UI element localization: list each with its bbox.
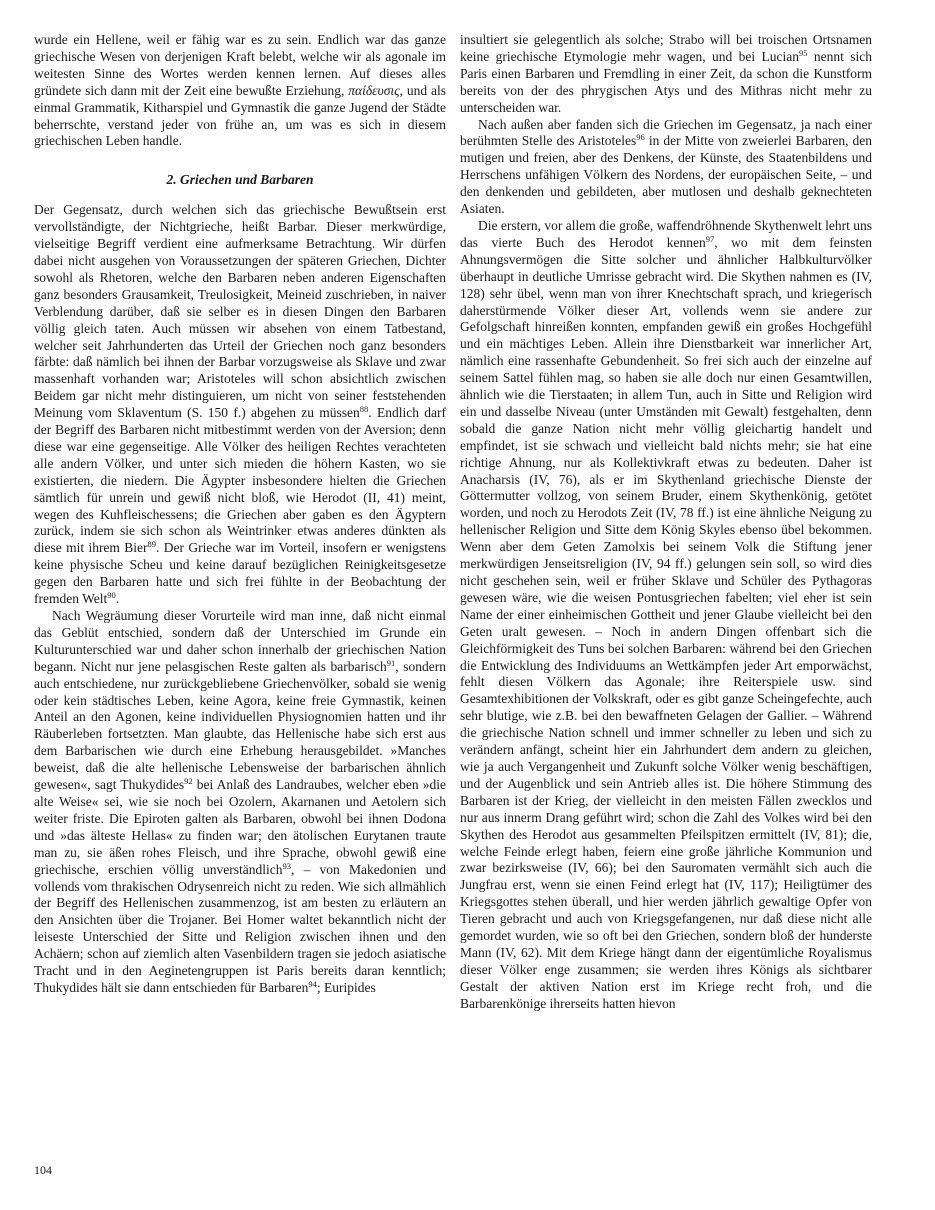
text-run: ; Euripides: [316, 979, 376, 995]
footnote-ref: 95: [798, 47, 808, 58]
text-run: , und als einmal Grammatik, Kitharspiel und Gymnastik die ganze Jugend der Städte beherrschte, verstand jeder von frühe an, um was es sich in diesem griechischen Leben handle.: [34, 82, 446, 149]
footnote-ref: 93: [282, 860, 291, 871]
text-run: Die erstern, vor allem die große, waffendröhnende Skythenwelt lehrt uns das vierte Buch des Herodot kennen: [460, 217, 872, 250]
text-run: , – von Makedonien und vollends vom thrakischen Odrysenreich nicht zu reden. Wie sich allmählich der Begriff des Hellenischen zusammenzog, ist am besten zu erläutern an den Ansichten über die Trojaner. Bei Homer waltet bekanntlich nicht der leiseste Unterschied der Sitte und Religion zwischen ihnen und den Achäern; schon auf ziemlich alten Vasenbildern tragen sie jedoch asiatische Tracht und in den Aeginetengruppen ist Paris bereits daran kenntlich; Thukydides hält sie dann entschieden für Barbaren: [34, 861, 446, 995]
text-run: Nach außen aber fanden sich die Griechen im Gegensatz, ja nach einer berühmten Stelle des Aristoteles: [460, 116, 872, 149]
paragraph: [460, 218, 872, 1013]
footnote-ref: 97: [705, 233, 715, 244]
paragraph: [460, 117, 872, 218]
right-column: [460, 32, 872, 1013]
text-run: bei Anlaß des Landraubes, welcher eben »die alte Weise« sei, wie sie noch bei Ozolern, Akarnanen und Aetolern sich weiter friste. Die Epiroten galten als Barbaren, obwohl bei ihnen Dodona und »das älteste Hellas« zu finden war; den ätolischen Eurytanen traute man zu, sie äßen rohes Fleisch, und ihre Sprache, obwohl gewiß eine griechische, erschien völlig unverständlich: [34, 777, 447, 877]
text-run: Nach Wegräumung dieser Vorurteile wird man inne, daß nicht einmal das Geblüt entschied, sondern daß der Unterschied im Grunde ein Kulturunterschied war und daher schon innerhalb der griechischen Nation begann. Nicht nur jene pelasgischen Reste galten als barbarisch: [34, 608, 446, 674]
left-column: [34, 32, 446, 997]
text-run: in der Mitte von zweierlei Barbaren, den mutigen und freien, aber des Denkens, der Künste, des Staatenbildens und Herrschens unfähigen Völkern des Nordens, der europäischen Seite, – und den denkenden und gebildeten, aber mutlosen und deshalb geknechteten Asiaten.: [460, 133, 873, 217]
footnote-ref: 89: [147, 539, 157, 550]
paragraph: [34, 202, 446, 608]
paragraph: [34, 32, 446, 150]
text-run: insultiert sie gelegentlich als solche; Strabo will bei troischen Ortsnamen keine griechische Etymologie mehr wagen, und bei Lucian: [460, 32, 872, 64]
text-run: nennt sich Paris einen Barbaren und Fremdling in einer Zeit, da schon die Kunstform bereits von der des phrygischen Atys und des Mithras nicht mehr zu unterscheiden war.: [460, 48, 872, 115]
paragraph: [460, 32, 872, 117]
text-run: . Der Grieche war im Vorteil, insofern er wenigstens keine physische Scheu und keine darauf bezüglichen Reinigkeitsgesetze gegen den Barbaren hatte und sich frei fühlte in der Beobachtung der fremden Welt: [34, 540, 446, 607]
footnote-ref: 88: [359, 404, 369, 415]
greek-term: παίδευσις: [348, 82, 400, 98]
text-run: wurde ein Hellene, weil er fähig war es zu sein. Endlich war das ganze griechische Wesen von derjenigen Kraft belebt, welche wir als agonale im weitesten Sinne des Wortes werden kennen lernen. Auf dieses alles gründete sich dann mit der Zeit eine bewußte Erziehung,: [34, 32, 446, 98]
text-run: . Endlich darf der Begriff des Barbaren nicht mitbestimmt werden von der Aversion; denn diese war eine gegenseitige. Alle Völker des heiligen Rechtes verachteten alle andern Völker, und unter sich mieden die höhern Kasten, wo sie existierten, die niedern. Die Ägypter insbesondere hielten die Griechen sämtlich für unrein und gewiß nicht bloß, wie Herodot (II, 41) meint, wegen des Kuhfleischessens; die Griechen aber gaben es den Ägyptern zurück, indem sie sich schon als Weintrinker etwas anderes dünkten als diese mit ihrem Bier: [34, 405, 446, 556]
text-run: , sondern auch entschiedene, nur zurückgebliebene Griechenvölker, sobald sie wenig oder kein städtisches Leben, keine Agora, keine freie Gymnastik, keinen Anteil an den Agonen, keine individuellen Physiognomien hatten und ihr Räuberleben fortsetzten. Man glaubte, das Hellenische habe sich erst aus dem Barbarischen wie durch eine Erhebung herausgebildet. »Manches beweist, daß die alte hellenische Lebensweise der barbarischen ähnlich gewesen«, sagt Thukydides: [34, 658, 446, 793]
section-heading: 2. Griechen und Barbaren: [166, 172, 314, 188]
footnote-ref: 91: [386, 657, 396, 668]
paragraph: [34, 608, 446, 997]
footnote-ref: 94: [308, 978, 317, 989]
footnote-ref: 90: [107, 590, 116, 601]
text-run: Der Gegensatz, durch welchen sich das griechische Bewußtsein erst vervollständigte, der Nichtgrieche, heißt Barbar. Dieser merkwürdige, vielseitige Begriff verdient eine aufmerksame Betrachtung. Wir dürfen dabei nicht ausgehen von Voraussetzungen der späteren Griechen, Dichter sowohl als Rhetoren, welche den Barbaren neben anderen Eigenschaften ganz besonders Grausamkeit, Treulosigkeit, Meineid zuschrieben, in naiver Verblendung darüber, daß sie selber es in diesen Dingen den Barbaren völlig gleich taten. Auch müssen wir absehen von einem Tatbestand, welcher seit Jahrhunderten das Urteil der Griechen noch ganz besonders färbte: daß nämlich bei ihnen der Barbar vorzugsweise als Sklave und zwar massenhaft vorhanden war; Aristoteles will schon absichtlich zwischen Beidem gar nicht mehr distinguieren, um nicht von seiner feststehenden Meinung vom Sklaventum (S. 150 f.) abgehen zu müssen: [34, 202, 446, 421]
text-run: , wo mit dem feinsten Ahnungsvermögen die Sitte solcher und ähnlicher Halbkulturvölker überhaupt in deutliche Umrisse gebracht wird. Die Skythen nahmen es (IV, 128) sehr übel, wenn man von ihrer Knechtschaft sprach, und kriegerisch daherstürmende Völker dieser Art, vollends wenn sie andere zur Gefolgschaft hinreißen konnten, empfanden gewiß ein großes Hochgefühl und ein mächtiges Leben. Allein ihre Dienstbarkeit war innerlicher Art, nämlich eine rassenhafte Gebundenheit. So frei sich auch der einzelne auf seinem Sattel fühlen mag, so haben sie alle doch nur einen Gesamtwillen, ähnlich wie die Tierstaaten; in allem Tun, auch in Sitte und Religion wird ein und dasselbe Niveau (unter Umständen mit Gewalt) festgehalten, denn sobald die ganze Nation nicht mehr völlig gleichartig handelt und empfindet, ist sie schwach und vielleicht bald nichts mehr; sie hat eine richtige Ahnung, nur als Kollektivkraft etwas zu bedeuten. Daher ist Anacharsis (IV, 76), als er im Skythenland griechische Dienste der Göttermutter vollzog, von seinem Bruder, einem Skythenkönig, getötet worden, und noch zu Herodots Zeit (IV, 78 ff.) ist eine ähnliche Neigung zu hellenischer Religion und Sitte dem König Skyles ebenso übel bekommen. Wenn aber dem Geten Zamolxis bei seinem Volk die Stiftung jener merkwürdigen Jenseitsreligion (IV, 94 ff.) gelungen sein soll, so wird dies nicht geschehen sein, weil er früher Sklave und Schüler des Pythagoras gewesen wäre, wie die weisen Pontusgriechen fabelten; viel eher ist sein Name der einer einheimischen Gottheit und jener Glaube vielleicht bei den Geten uralt gewesen. – Noch in andern Dingen offenbart sich die Gleichförmigkeit des Tuns bei solchen Barbaren: während bei den Griechen die Entwicklung des Individuums an Wettkämpfen jeder Art emporwächst, fehlt diesen Völkern das Agonale; ihre Reiterspiele usw. sind Gesamtexhibitionen der Volkskraft, oder es gibt ganze Scheingefechte, auch sehr blutige, wie z.B. bei den bewaffneten Gelagen der Gallier. – Während die griechische Nation schnell und immer schneller zu leben und sich zu verändern anfängt, scheint hier ein Jahrhundert dem andern zu gleichen, wie ja auch Vergangenheit und Zukunft solche Völker wenig beschäftigen, und der Augenblick und sein Antrieb alles ist. Die höhere Stimmung des Barbaren ist der Krieg, der vielleicht in den meisten Fällen zwecklos und nur aus innerm Drang geführt wird; schon die Zahl des Volkes wird bei den Skythen des Herodot aus gesammelten Pfeilspitzen ermittelt (IV, 81); die, welche Feinde erlegt haben, feiern eine große jährliche Kommunion und zwar bezirksweise (IV, 66); bei den Sauromaten vermählt sich auch die Jungfrau erst, wenn sie einen Feind erlegt hat (IV, 117); Heiligtümer des Kriegsgottes stehen überall, und hier werden jährlich gewaltige Opfer von Tieren gebracht und auch von Kriegsgefangenen, nur daß diese nicht alle gemordet wurden, wie so oft bei den Griechen, sondern bloß der hunderste Mann (IV, 62). Mit dem Kriege hängt dann der eigentümliche Royalismus dieser Völker enge zusammen; sie werden ihres Königs als sichtbarer Gestalt der aktiven Nation erst im Kriege recht froh, und die Barbarenkönige ihrerseits hatten hievon: [460, 234, 872, 1011]
footnote-ref: 92: [184, 776, 193, 787]
page-number: 104: [34, 1163, 52, 1177]
footnote-ref: 96: [636, 132, 645, 143]
text-run: .: [115, 591, 120, 607]
